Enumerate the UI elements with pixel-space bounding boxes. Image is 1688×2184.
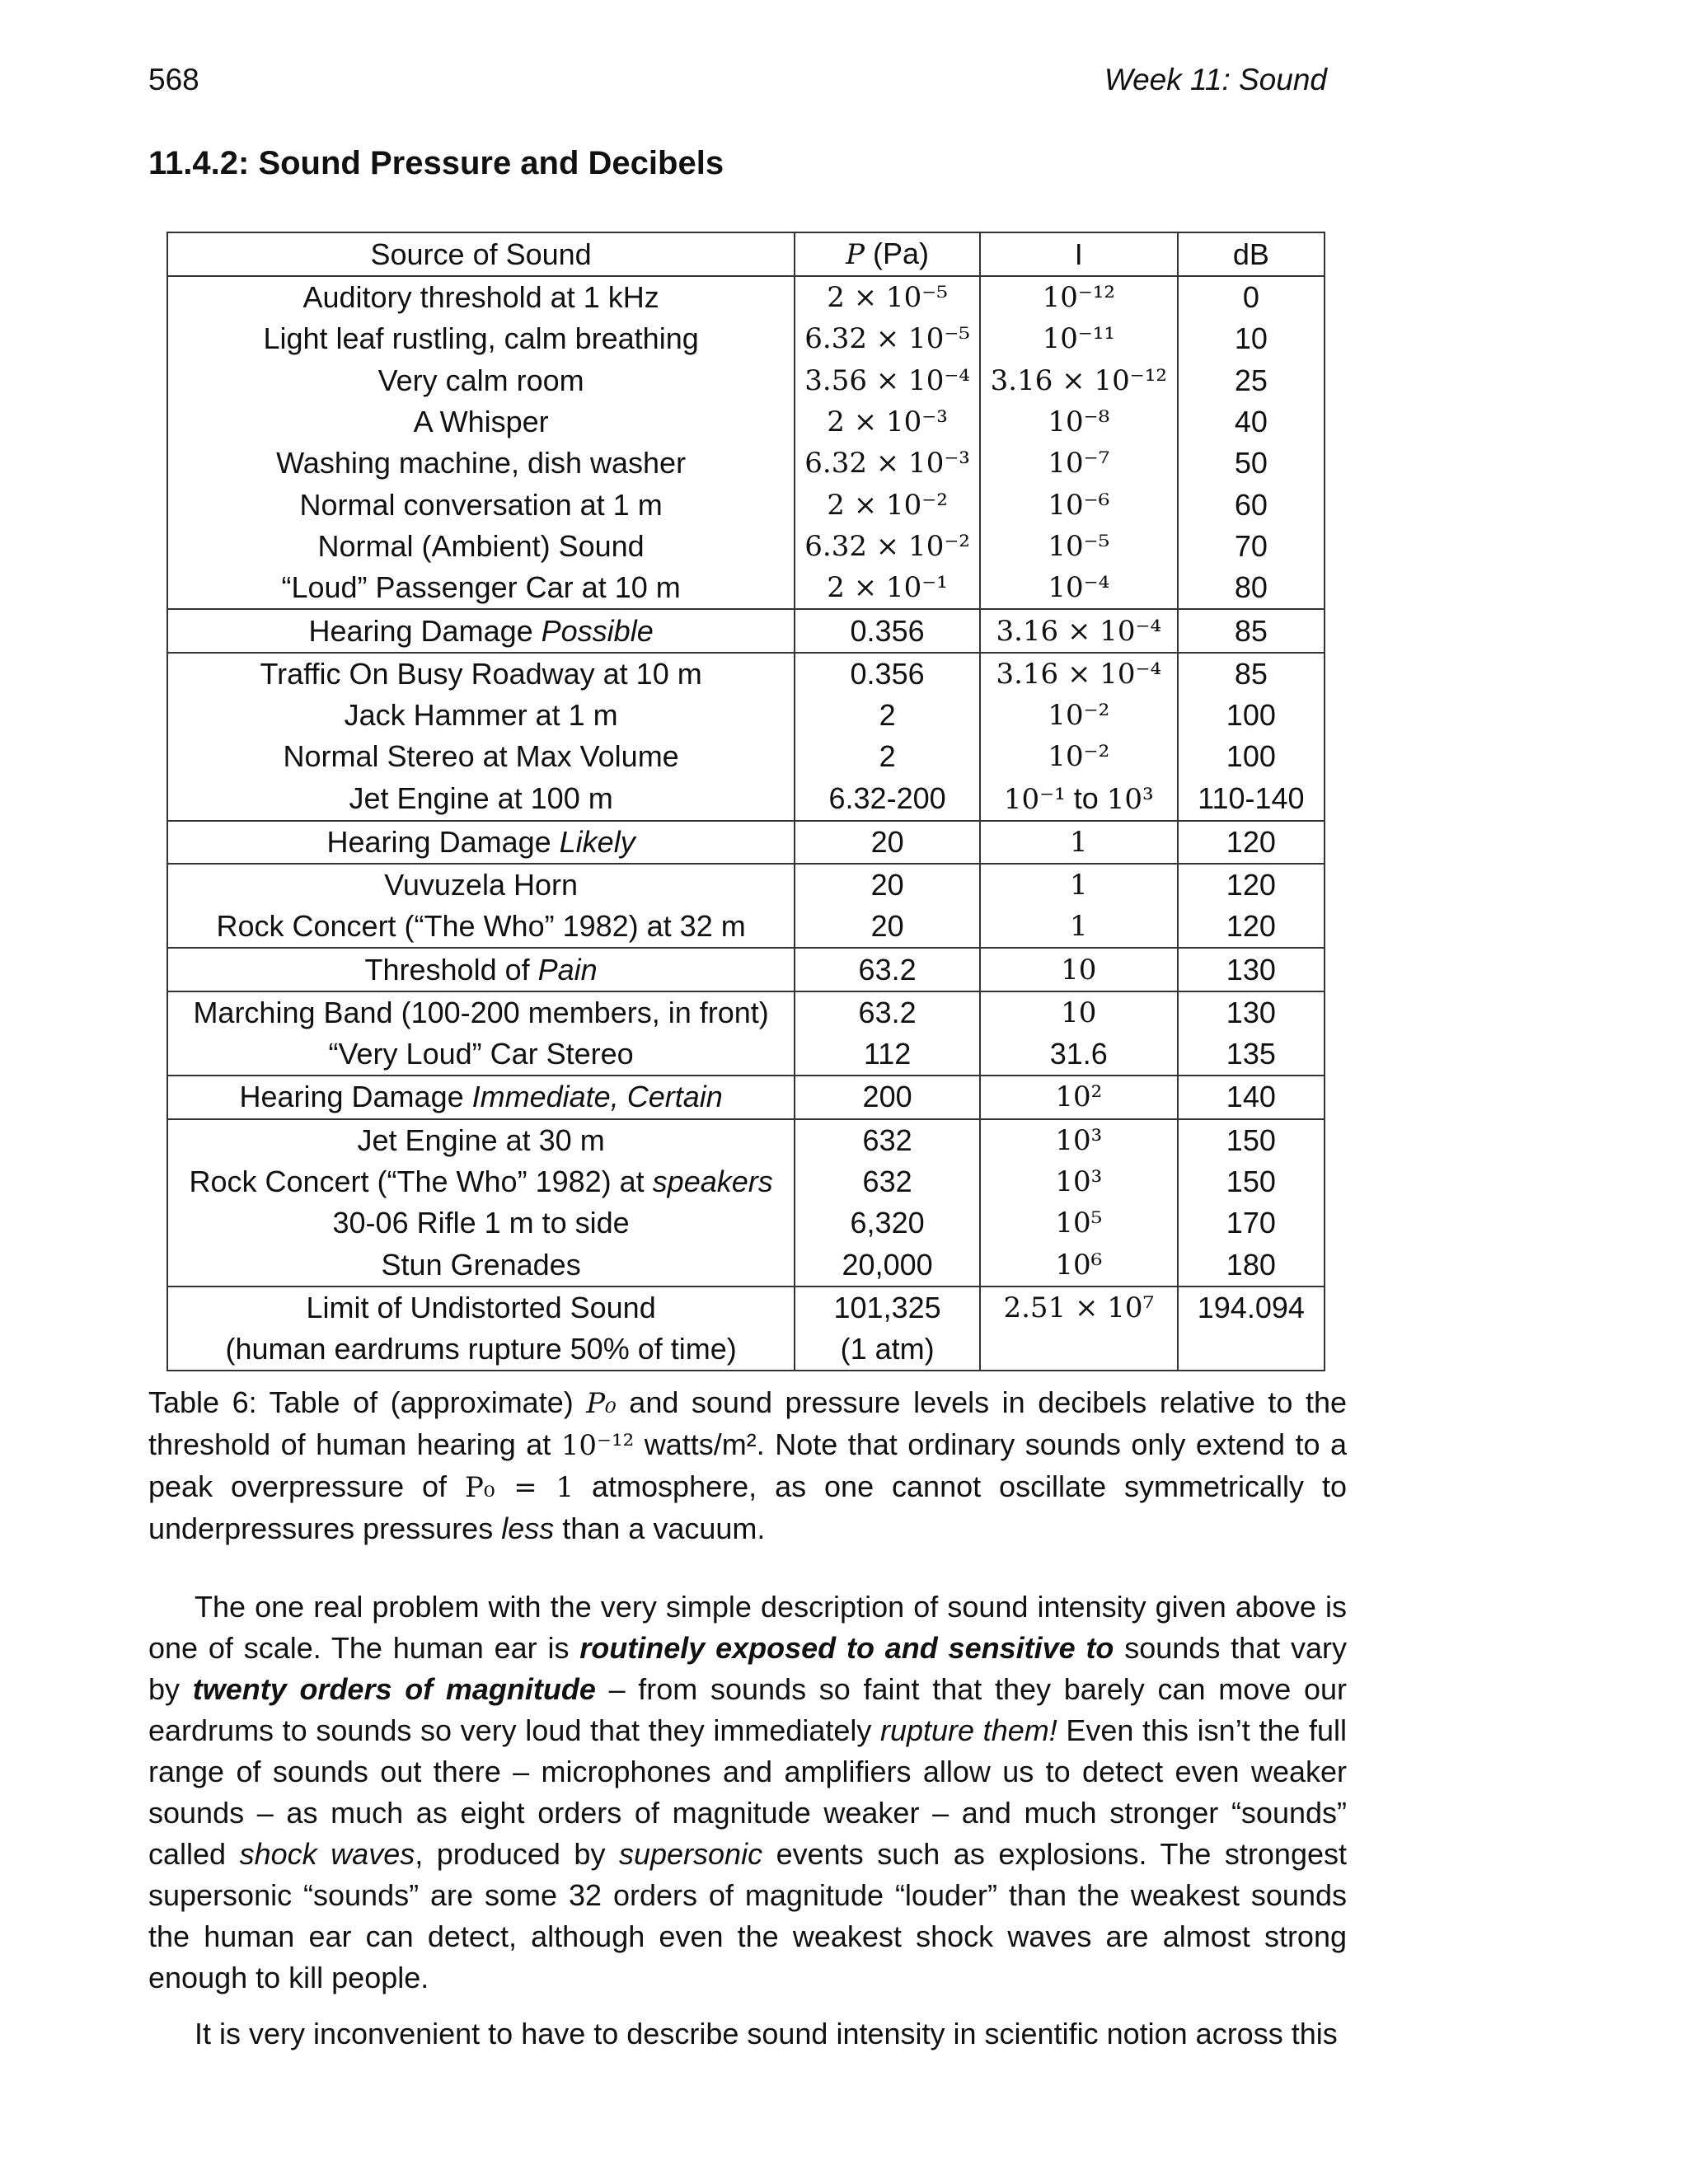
cell-intensity: 1 (980, 864, 1178, 906)
cell-source: Jack Hammer at 1 m (167, 695, 795, 736)
cell-db: 130 (1178, 948, 1325, 991)
cell-intensity: 1 (980, 821, 1178, 864)
cell-source: 30-06 Rifle 1 m to side (167, 1202, 795, 1244)
cell-pressure: 63.2 (795, 948, 980, 991)
cell-intensity: 10⁻⁴ (980, 567, 1178, 609)
table-caption: Table 6: Table of (approximate) P₀ and sound pressure levels in decibels relative to the threshold of human hearing at 10⁻¹² watts/m². Note that ordinary sounds only extend to a peak overpressure of P₀ = 1 atmosphere, as one cannot oscillate symmetrically to underpressures pressures less than a vacuum. (148, 1385, 1347, 1545)
column-header-pressure: P (Pa) (795, 232, 980, 276)
cell-intensity (980, 1329, 1178, 1371)
table-row (167, 567, 1325, 609)
cell-intensity: 10⁻² (980, 736, 1178, 777)
table-row (167, 276, 1325, 318)
cell-pressure: 3.56 × 10⁻⁴ (795, 360, 980, 401)
column-header-intensity: I (980, 232, 1178, 276)
cell-pressure: 2 × 10⁻³ (795, 401, 980, 443)
cell-pressure: 63.2 (795, 991, 980, 1033)
cell-db: 130 (1178, 991, 1325, 1033)
cell-pressure: 112 (795, 1033, 980, 1076)
cell-source: Washing machine, dish washer (167, 443, 795, 484)
cell-source: Hearing Damage Immediate, Certain (167, 1076, 795, 1118)
cell-pressure: 2 (795, 695, 980, 736)
cell-intensity: 10 (980, 948, 1178, 991)
cell-db: 150 (1178, 1119, 1325, 1161)
cell-intensity: 10⁻¹² (980, 276, 1178, 318)
cell-db: 100 (1178, 695, 1325, 736)
cell-pressure: 6.32-200 (795, 778, 980, 821)
cell-source: “Loud” Passenger Car at 10 m (167, 567, 795, 609)
cell-db: 0 (1178, 276, 1325, 318)
cell-intensity: 10⁻⁷ (980, 443, 1178, 484)
table-row-milestone (167, 1286, 1325, 1329)
cell-pressure: 0.356 (795, 609, 980, 652)
table-row (167, 864, 1325, 906)
cell-db: 80 (1178, 567, 1325, 609)
cell-source: Normal Stereo at Max Volume (167, 736, 795, 777)
cell-db: 120 (1178, 821, 1325, 864)
cell-source: Normal conversation at 1 m (167, 484, 795, 525)
cell-pressure: 632 (795, 1119, 980, 1161)
cell-intensity: 10⁶ (980, 1244, 1178, 1286)
cell-intensity: 3.16 × 10⁻⁴ (980, 653, 1178, 695)
cell-db: 120 (1178, 864, 1325, 906)
cell-db: 150 (1178, 1161, 1325, 1202)
cell-pressure: 2 × 10⁻⁵ (795, 276, 980, 318)
table-row (167, 736, 1325, 777)
cell-pressure: 2 (795, 736, 980, 777)
table-row (167, 526, 1325, 567)
cell-pressure: 0.356 (795, 653, 980, 695)
table-row (167, 695, 1325, 736)
cell-source: Threshold of Pain (167, 948, 795, 991)
cell-db: 170 (1178, 1202, 1325, 1244)
sound-levels-table (166, 232, 1325, 1371)
cell-db: 85 (1178, 653, 1325, 695)
chapter-title: Week 11: Sound (1104, 63, 1327, 96)
cell-db: 140 (1178, 1076, 1325, 1118)
cell-db: 70 (1178, 526, 1325, 567)
cell-source: Vuvuzela Horn (167, 864, 795, 906)
body-paragraph: The one real problem with the very simple description of sound intensity given above is one of scale. The human ear is routinely exposed to and sensitive to sounds that vary by twenty orders of magnitude – from sounds so faint that they barely can move our eardrums to sounds so very loud that they immediately rupture them! Even this isn’t the full range of sounds out there – microphones and amplifiers allow us to detect even weaker sounds – as much as eight orders of magnitude weaker – and much stronger “sounds” called shock waves, produced by supersonic events such as explosions. The strongest supersonic “sounds” are some 32 orders of magnitude “louder” than the weakest sounds the human ear can detect, although even the weakest shock waves are almost strong enough to kill people. (148, 1590, 1348, 1994)
table-row (167, 1119, 1325, 1161)
table-row (167, 1202, 1325, 1244)
cell-intensity: 1 (980, 906, 1178, 948)
table-row-milestone (167, 1076, 1325, 1118)
table-row (167, 401, 1325, 443)
cell-db: 194.094 (1178, 1286, 1325, 1329)
table-row (167, 1244, 1325, 1286)
cell-pressure: 2 × 10⁻¹ (795, 567, 980, 609)
cell-intensity: 10⁻¹ to 10³ (980, 778, 1178, 821)
cell-db: 135 (1178, 1033, 1325, 1076)
cell-source: “Very Loud” Car Stereo (167, 1033, 795, 1076)
cell-db: 110-140 (1178, 778, 1325, 821)
cell-intensity: 10⁻⁵ (980, 526, 1178, 567)
table-row (167, 443, 1325, 484)
cell-intensity: 2.51 × 10⁷ (980, 1286, 1178, 1329)
cell-source: Hearing Damage Likely (167, 821, 795, 864)
cell-source: (human eardrums rupture 50% of time) (167, 1329, 795, 1371)
page-number: 568 (148, 63, 199, 96)
table-row (167, 778, 1325, 821)
cell-source: Rock Concert (“The Who” 1982) at 32 m (167, 906, 795, 948)
cell-pressure: 101,325 (795, 1286, 980, 1329)
table-row-milestone (167, 821, 1325, 864)
table-row-milestone (167, 609, 1325, 652)
cell-intensity: 10³ (980, 1119, 1178, 1161)
column-header-db: dB (1178, 232, 1325, 276)
cell-db: 120 (1178, 906, 1325, 948)
table-row (167, 1329, 1325, 1371)
body-paragraph: It is very inconvenient to have to describe sound intensity in scientific notion across this (195, 2017, 1338, 2050)
cell-source: Very calm room (167, 360, 795, 401)
table-row (167, 1033, 1325, 1076)
cell-intensity: 3.16 × 10⁻⁴ (980, 609, 1178, 652)
cell-intensity: 31.6 (980, 1033, 1178, 1076)
cell-pressure: 20 (795, 821, 980, 864)
cell-pressure: 20 (795, 906, 980, 948)
cell-pressure: 632 (795, 1161, 980, 1202)
cell-pressure: 2 × 10⁻² (795, 484, 980, 525)
cell-intensity: 10⁻⁸ (980, 401, 1178, 443)
table-row (167, 318, 1325, 359)
table-row (167, 484, 1325, 525)
cell-pressure: 6.32 × 10⁻³ (795, 443, 980, 484)
cell-intensity: 3.16 × 10⁻¹² (980, 360, 1178, 401)
cell-source: Auditory threshold at 1 kHz (167, 276, 795, 318)
cell-intensity: 10³ (980, 1161, 1178, 1202)
cell-source: Normal (Ambient) Sound (167, 526, 795, 567)
cell-db: 10 (1178, 318, 1325, 359)
table-row-milestone (167, 948, 1325, 991)
cell-intensity: 10⁻¹¹ (980, 318, 1178, 359)
cell-pressure: (1 atm) (795, 1329, 980, 1371)
table-row (167, 360, 1325, 401)
cell-db: 100 (1178, 736, 1325, 777)
cell-pressure: 6.32 × 10⁻⁵ (795, 318, 980, 359)
cell-db: 40 (1178, 401, 1325, 443)
cell-source: A Whisper (167, 401, 795, 443)
cell-db: 60 (1178, 484, 1325, 525)
cell-source: Light leaf rustling, calm breathing (167, 318, 795, 359)
cell-source: Stun Grenades (167, 1244, 795, 1286)
cell-intensity: 10² (980, 1076, 1178, 1118)
cell-source: Jet Engine at 30 m (167, 1119, 795, 1161)
cell-source: Jet Engine at 100 m (167, 778, 795, 821)
cell-source: Marching Band (100-200 members, in front) (167, 991, 795, 1033)
cell-intensity: 10⁻⁶ (980, 484, 1178, 525)
table-row (167, 906, 1325, 948)
cell-pressure: 20,000 (795, 1244, 980, 1286)
cell-source: Limit of Undistorted Sound (167, 1286, 795, 1329)
cell-db: 50 (1178, 443, 1325, 484)
cell-db: 25 (1178, 360, 1325, 401)
cell-source: Hearing Damage Possible (167, 609, 795, 652)
cell-db (1178, 1329, 1325, 1371)
cell-pressure: 6,320 (795, 1202, 980, 1244)
cell-intensity: 10 (980, 991, 1178, 1033)
cell-intensity: 10⁻² (980, 695, 1178, 736)
cell-pressure: 200 (795, 1076, 980, 1118)
table-row (167, 1161, 1325, 1202)
cell-db: 180 (1178, 1244, 1325, 1286)
cell-source: Rock Concert (“The Who” 1982) at speakers (167, 1161, 795, 1202)
section-title: 11.4.2: Sound Pressure and Decibels (148, 145, 724, 181)
column-header-source: Source of Sound (167, 232, 795, 276)
table-row (167, 991, 1325, 1033)
table-header-row (167, 232, 1325, 276)
cell-pressure: 6.32 × 10⁻² (795, 526, 980, 567)
cell-intensity: 10⁵ (980, 1202, 1178, 1244)
cell-db: 85 (1178, 609, 1325, 652)
cell-pressure: 20 (795, 864, 980, 906)
table-row (167, 653, 1325, 695)
cell-source: Traffic On Busy Roadway at 10 m (167, 653, 795, 695)
